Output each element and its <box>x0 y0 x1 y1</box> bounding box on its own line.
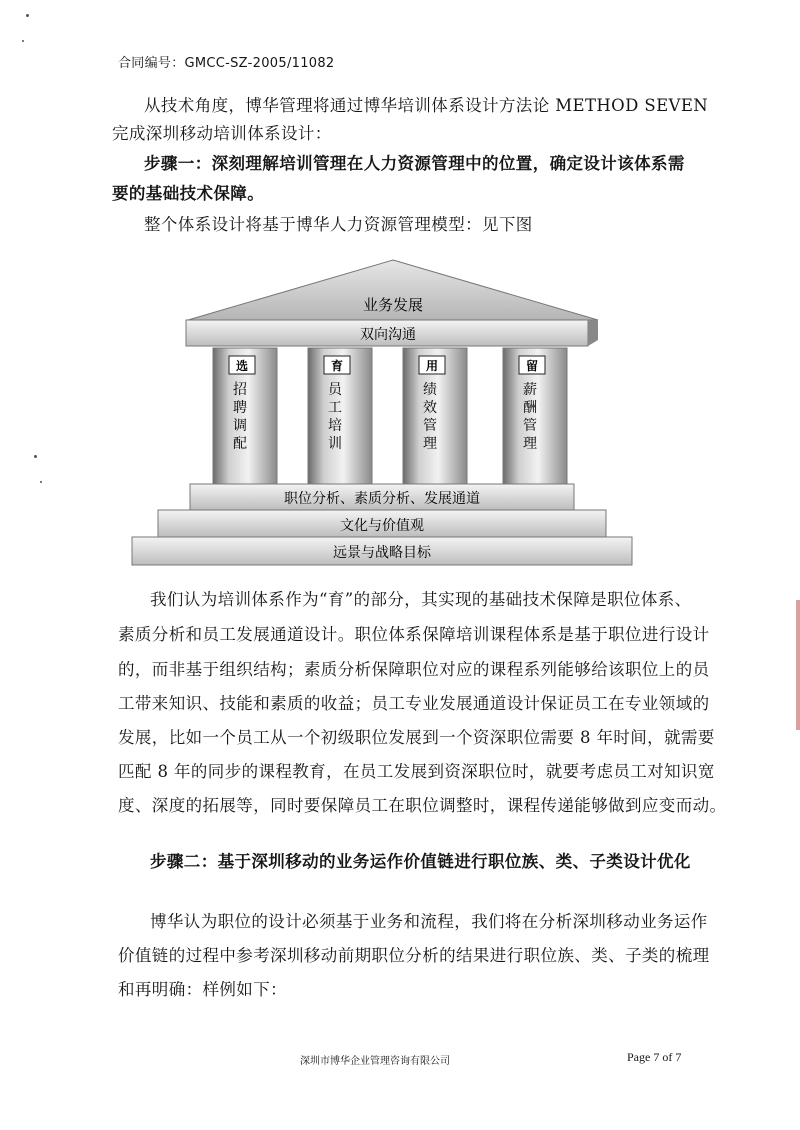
pillar-char: 效 <box>423 400 437 416</box>
pillar-char: 绩 <box>423 382 437 398</box>
pillar-training <box>308 348 372 484</box>
body1-line: 发展，比如一个员工从一个初级职位发展到一个资深职位需要 8 年时间，就需要 <box>118 728 715 747</box>
body1-line: 的，而非基于组织结构；素质分析保障职位对应的课程系列能够给该职位上的员 <box>118 660 710 679</box>
step1-line-2: 要的基础技术保障。 <box>112 184 265 203</box>
body2-line: 博华认为职位的设计必须基于业务和流程，我们将在分析深圳移动业务运作 <box>150 912 708 931</box>
pillar-char: 酬 <box>523 400 537 416</box>
body1-line: 我们认为培训体系作为“育”的部分，其实现的基础技术保障是职位体系、 <box>150 590 692 609</box>
pillar-char: 薪 <box>523 382 537 398</box>
pillar-char: 聘 <box>233 400 247 416</box>
body2-line: 价值链的过程中参考深圳移动前期职位分析的结果进行职位族、类、子类的梳理 <box>118 946 710 965</box>
scan-speck <box>34 455 37 458</box>
body1-line: 素质分析和员工发展通道设计。职位体系保障培训课程体系是基于职位进行设计 <box>118 625 710 644</box>
pillar-char: 调 <box>233 418 247 434</box>
diagram-caption: 整个体系设计将基于博华人力资源管理模型：见下图 <box>144 215 533 234</box>
page-number: Page 7 of 7 <box>627 1050 682 1064</box>
pillar-performance <box>403 348 467 484</box>
scan-speck <box>40 481 42 483</box>
pillar-char: 理 <box>423 436 437 452</box>
step2-title: 步骤二：基于深圳移动的业务运作价值链进行职位族、类、子类设计优化 <box>150 852 691 871</box>
footer-company: 深圳市博华企业管理咨询有限公司 <box>300 1056 450 1067</box>
scan-speck <box>26 14 29 17</box>
badge-text: 选 <box>235 359 249 373</box>
step-middle-text: 文化与价值观 <box>340 518 424 534</box>
roof-text: 业务发展 <box>362 296 424 314</box>
pillar-compensation <box>503 348 567 484</box>
step-top-text: 职位分析、素质分析、发展通道 <box>284 491 480 507</box>
pillar-char: 工 <box>328 400 342 416</box>
pillar-char: 训 <box>328 436 342 452</box>
pillar-char: 招 <box>233 382 247 398</box>
intro-line-1: 从技术角度，博华管理将通过博华培训体系设计方法论 METHOD SEVEN <box>144 96 709 115</box>
scan-speck <box>22 40 24 42</box>
step1-line-1: 步骤一：深刻理解培训管理在人力资源管理中的位置，确定设计该体系需 <box>144 154 685 173</box>
intro-line-2: 完成深圳移动培训体系设计： <box>112 124 332 143</box>
pillar-char: 管 <box>423 418 437 434</box>
pillar-char: 管 <box>523 418 537 434</box>
pillar-recruit <box>213 348 277 484</box>
scan-edge-mark <box>796 600 800 730</box>
step-bottom-text: 远景与战略目标 <box>333 545 431 561</box>
pillar-char: 理 <box>523 436 537 452</box>
badge-text: 留 <box>525 359 539 373</box>
pillar-char: 配 <box>233 436 247 452</box>
body1-line: 工带来知识、技能和素质的收益；员工专业发展通道设计保证员工在专业领域的 <box>118 694 710 713</box>
badge-text: 育 <box>330 359 344 373</box>
pillar-char: 培 <box>328 418 342 434</box>
body2-line: 和再明确：样例如下： <box>118 980 287 999</box>
body1-line: 匹配 8 年的同步的课程教育，在员工发展到资深职位时，就要考虑员工对知识宽 <box>118 762 715 781</box>
pillar-char: 员 <box>328 382 342 398</box>
beam-text: 双向沟通 <box>360 327 416 343</box>
hr-model-diagram <box>128 258 658 570</box>
body1-line: 度、深度的拓展等，同时要保障员工在职位调整时，课程传递能够做到应变而动。 <box>118 796 727 815</box>
badge-text: 用 <box>425 359 439 373</box>
contract-number: 合同编号：GMCC-SZ-2005/11082 <box>118 56 335 71</box>
beam-side <box>588 320 598 346</box>
